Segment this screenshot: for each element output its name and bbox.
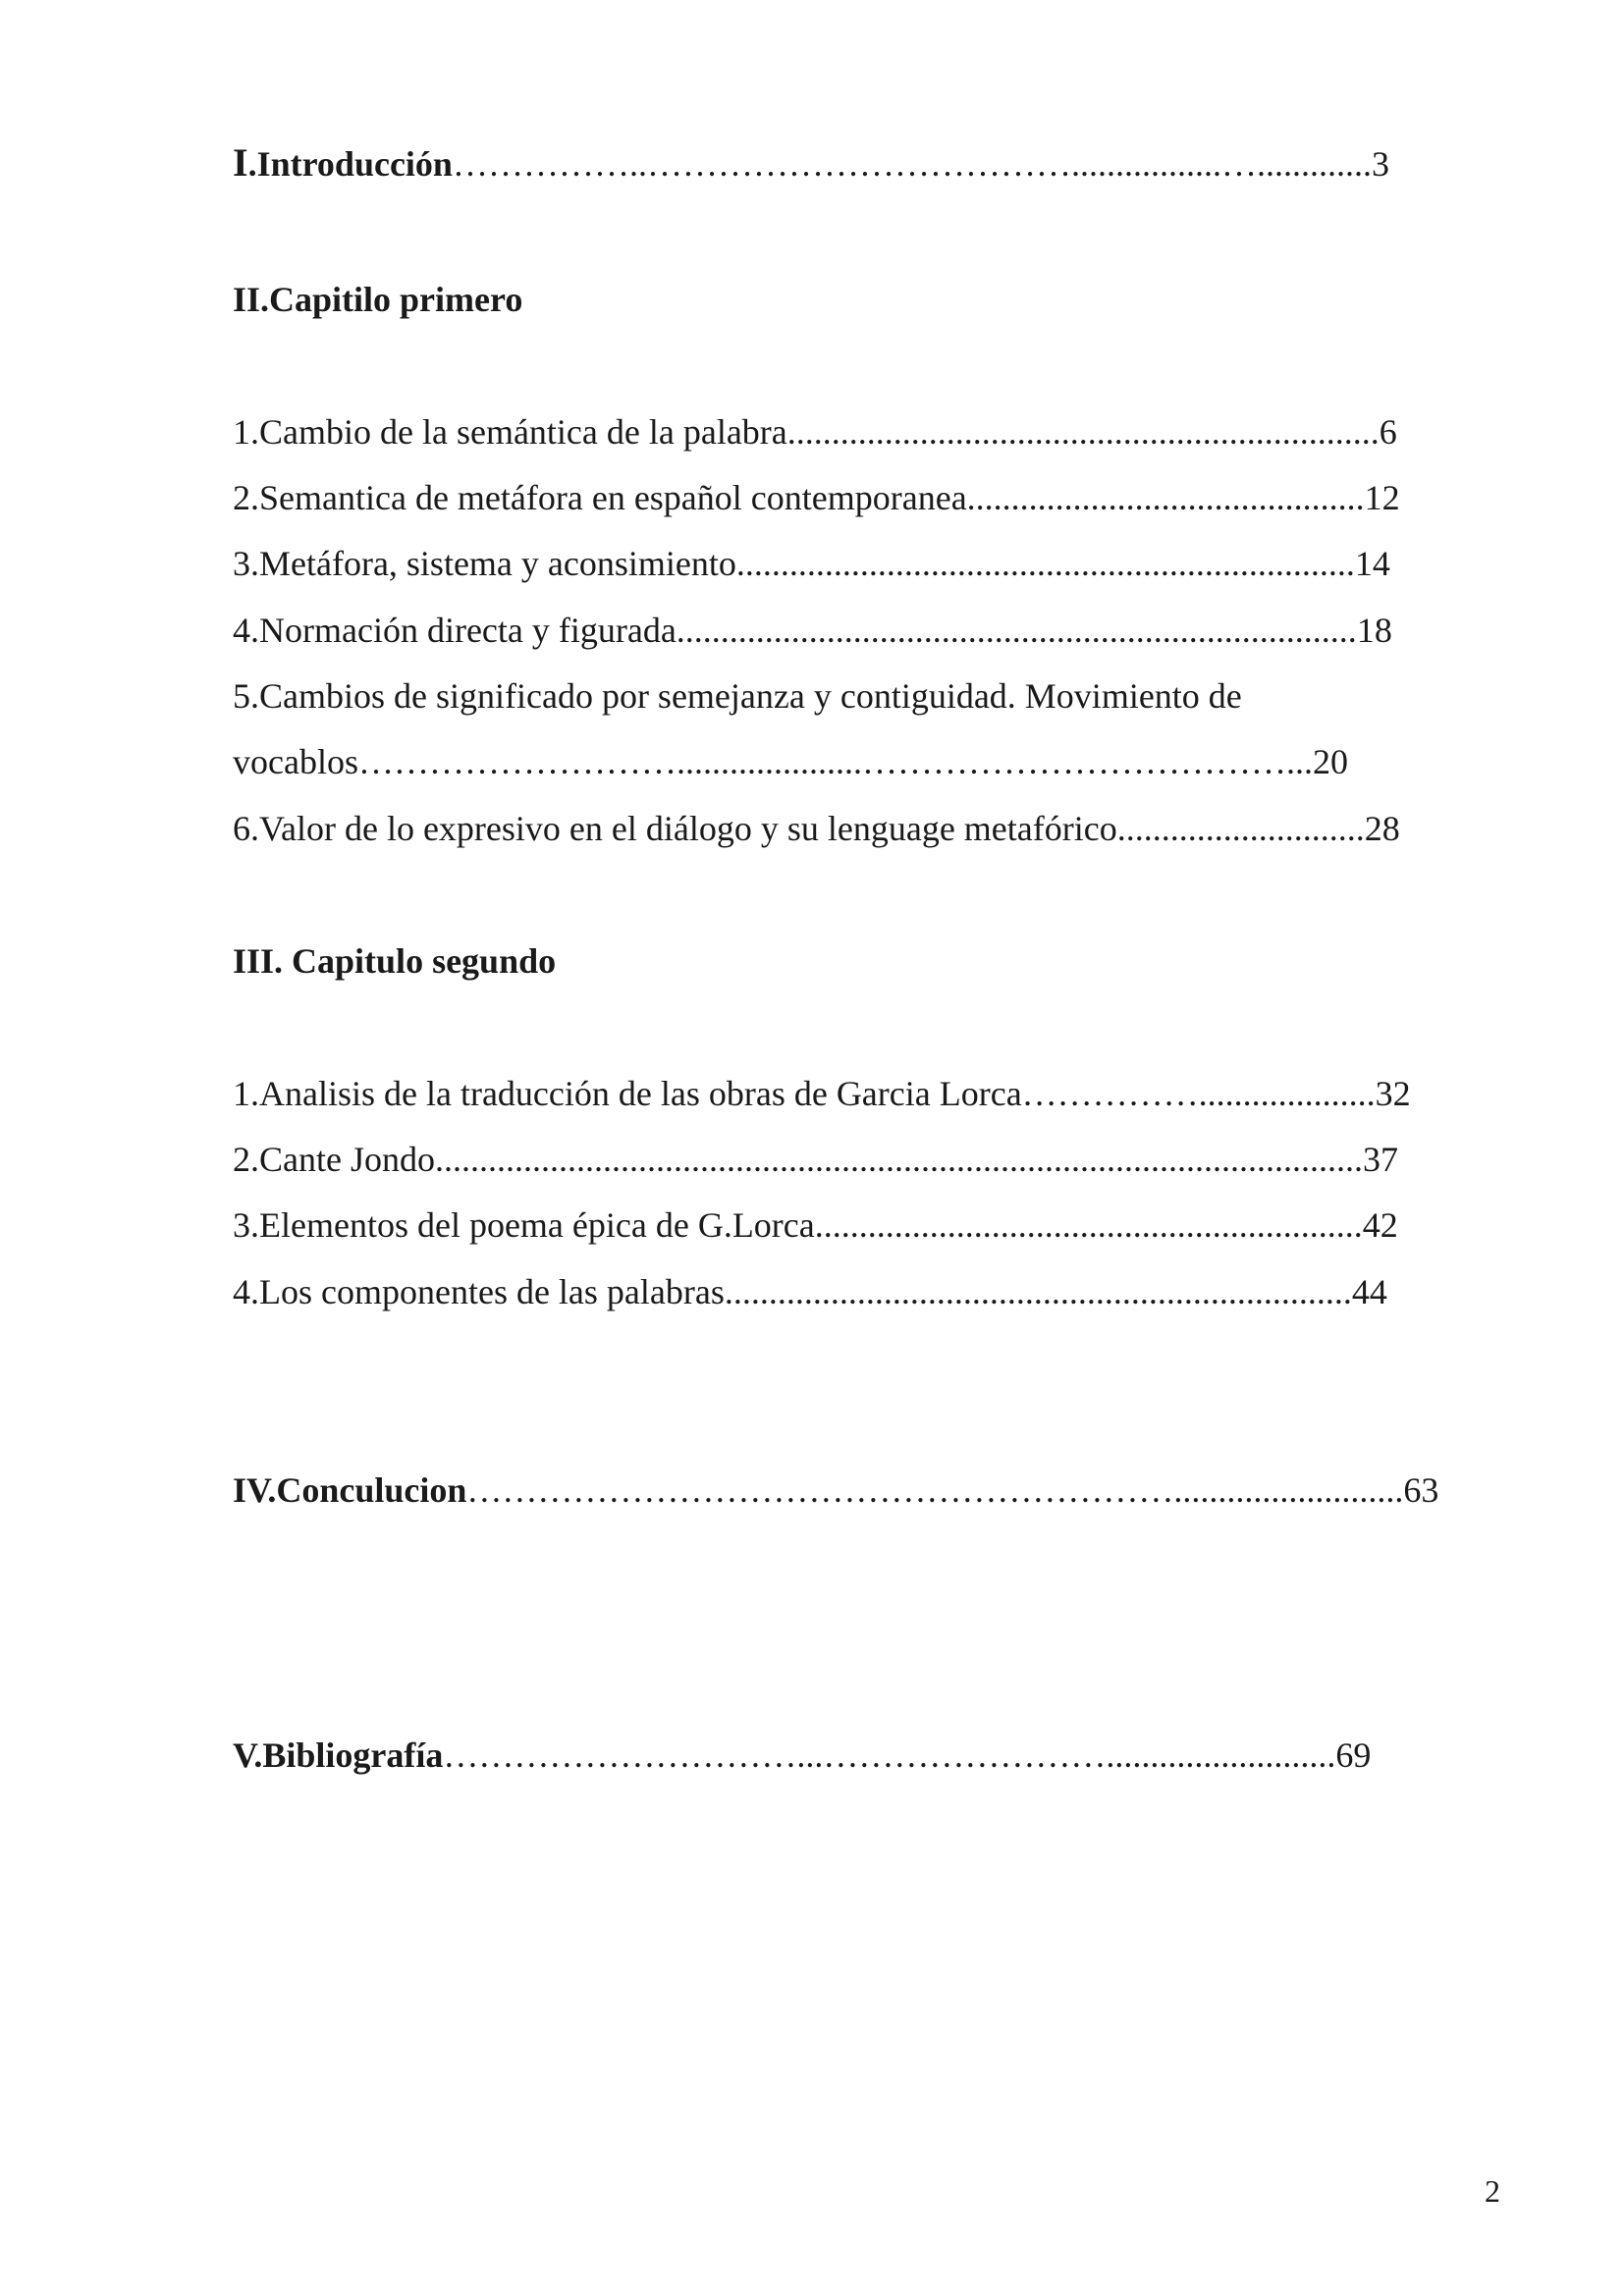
toc-entry [233, 1270, 1387, 1313]
toc-entry-text: 6.Valor de lo expresivo en el diálogo y su lenguage metafórico............................ [233, 809, 1365, 848]
toc-entry-text: 3.Elementos del poema épica de G.Lorca.............................................................. [233, 1205, 1363, 1245]
toc-entry-text: 4.Normación directa y figurada............................................................................. [233, 611, 1357, 650]
toc-roman-numeral: I [233, 140, 248, 185]
toc-entry [233, 674, 1242, 718]
toc-page-ref: 69 [1335, 1735, 1372, 1775]
page-number: 2 [1485, 2173, 1500, 2209]
toc-entry [233, 1203, 1398, 1247]
toc-entry [233, 1138, 1398, 1181]
toc-entry-text: 2.Semantica de metáfora en español contemporanea............................................. [233, 478, 1365, 517]
toc-page-ref: 18 [1356, 611, 1392, 650]
toc-entry-text: 2.Cante Jondo......................................................................................................... [233, 1140, 1363, 1179]
toc-leaders: …………………………...…………………….......................... [443, 1735, 1336, 1775]
toc-entry [233, 740, 1348, 783]
toc-page-ref: 20 [1312, 742, 1348, 781]
toc-heading-title: IV.Conculucion [233, 1470, 467, 1510]
toc-page-ref: 32 [1375, 1074, 1411, 1113]
toc-entry [233, 410, 1397, 454]
toc-entry-text: 1.Cambio de la semántica de la palabra................................................................... [233, 412, 1380, 452]
toc-page-ref: 42 [1362, 1205, 1398, 1245]
toc-heading-title: .Introducción [247, 144, 453, 184]
toc-page-ref: 6 [1379, 412, 1397, 452]
toc-leaders: ……………..……………………………….................…............. [452, 144, 1372, 184]
toc-page-ref: 28 [1364, 809, 1400, 848]
toc-entry-text: vocablos……………………….....................………………………………... [233, 742, 1313, 781]
toc-entry-text: 1.Analisis de la traducción de las obras de Garcia Lorca…………….................... [233, 1074, 1376, 1113]
toc-leaders: …………………………………………………….......................... [466, 1470, 1404, 1510]
toc-page-ref: 44 [1351, 1272, 1387, 1311]
toc-section-heading: III. Capitulo segundo [233, 941, 557, 981]
toc-entry-text: 4.Los componentes de las palabras....................................................................... [233, 1272, 1352, 1311]
toc-entry-text: 3.Metáfora, sistema y aconsimiento...................................................................... [233, 544, 1355, 583]
toc-page-ref: 37 [1362, 1140, 1398, 1179]
toc-page-ref: 63 [1403, 1470, 1439, 1510]
toc-entry [233, 807, 1400, 850]
toc-entry-introduccion [233, 141, 1389, 186]
toc-entry-conclusion [233, 1468, 1438, 1512]
toc-entry-bibliography [233, 1734, 1371, 1777]
toc-entry [233, 476, 1400, 519]
toc-entry-text: 5.Cambios de significado por semejanza y contiguidad. Movimiento de [233, 676, 1242, 716]
toc-entry [233, 542, 1390, 585]
toc-entry [233, 609, 1392, 652]
toc-page-ref: 12 [1364, 478, 1400, 517]
toc-entry [233, 1072, 1411, 1115]
toc-heading-title: V.Bibliografía [233, 1735, 444, 1775]
toc-section-heading: II.Capitilo primero [233, 280, 523, 319]
toc-page-ref: 14 [1354, 544, 1390, 583]
toc-page-ref: 3 [1371, 144, 1389, 184]
